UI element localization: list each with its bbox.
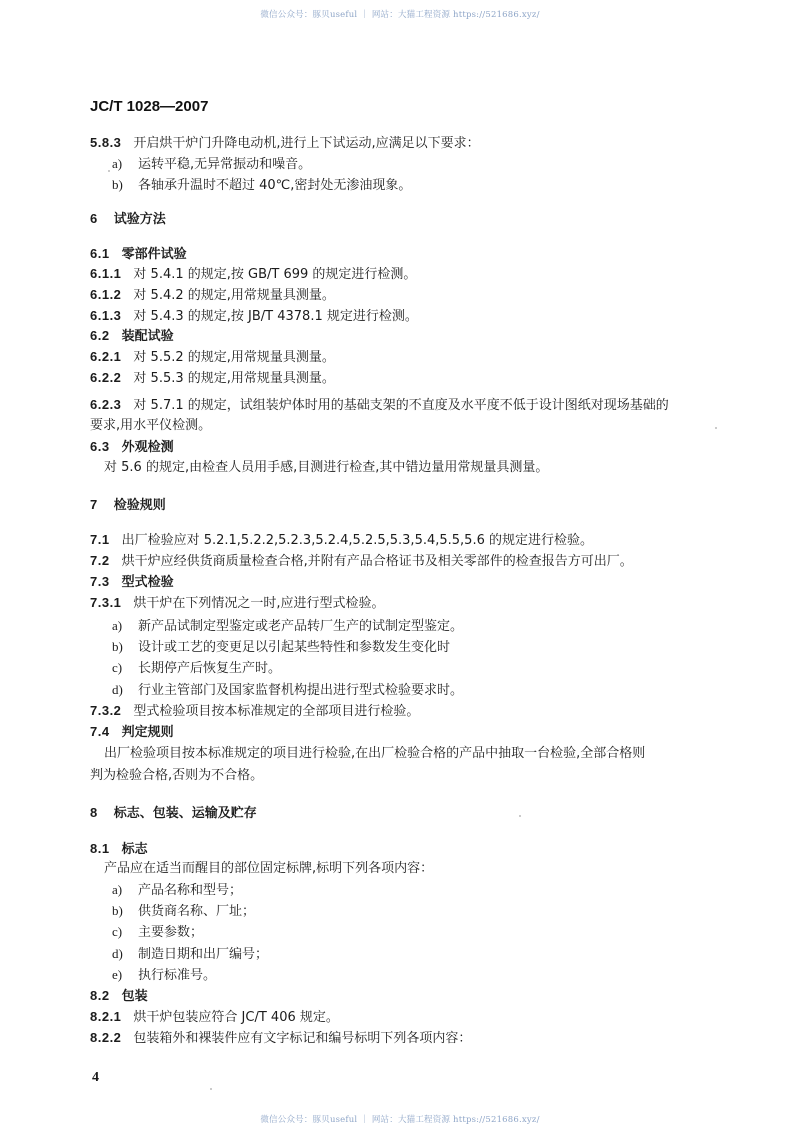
chapter-line <box>90 211 166 228</box>
clause-number: 8 <box>90 805 98 820</box>
line-text: 出厂检验项目按本标准规定的项目进行检验,在出厂检验合格的产品中抽取一台检验,全部合格则 <box>104 746 646 761</box>
clause-number: 7 <box>90 497 98 512</box>
line-text: 对 5.7.1 的规定，试组装炉体时用的基础支架的不直度及水平度不低于设计图纸对现场基础的 <box>133 398 669 413</box>
clause-line <box>90 595 385 612</box>
watermark-bottom: 微信公众号：豚贝useful ｜ 网站：大猫工程资源 https://521686.xyz/ <box>260 1115 540 1125</box>
line-text: 行业主管部门及国家监督机构提出进行型式检验要求时。 <box>138 683 464 698</box>
line-text: 主要参数； <box>138 925 204 940</box>
line-text: 运转平稳,无异常振动和噪音。 <box>138 157 312 172</box>
line-text: 新产品试制定型鉴定或老产品转厂生产的试制定型鉴定。 <box>138 619 464 634</box>
section-line <box>90 246 187 263</box>
clause-number: 6.1.3 <box>90 308 122 323</box>
clause-number: 7.4 <box>90 724 110 739</box>
line-text: 装配试验 <box>121 329 174 344</box>
section-line <box>90 328 174 345</box>
line-text: 零部件试验 <box>121 247 187 262</box>
line-text: 标志、包装、运输及贮存 <box>113 806 257 821</box>
line-text: 制造日期和出厂编号； <box>138 947 269 962</box>
clause-line <box>90 1009 339 1026</box>
clause-number: 8.2.1 <box>90 1009 122 1024</box>
line-text: 包装 <box>121 989 148 1004</box>
clause-number: 7.1 <box>90 532 110 547</box>
clause-line <box>90 349 335 366</box>
clause-line <box>90 532 593 549</box>
item-label: a) <box>112 618 123 633</box>
list-item <box>112 882 242 899</box>
section-line <box>90 724 174 741</box>
line-text: 试验方法 <box>113 212 166 227</box>
list-item <box>112 924 203 941</box>
clause-number: 6.2.1 <box>90 349 122 364</box>
item-label: c) <box>112 660 123 675</box>
clause-line <box>90 1030 471 1047</box>
item-label: b) <box>112 639 123 654</box>
clause-line <box>90 308 418 325</box>
scan-speck <box>715 427 717 429</box>
line-text: 对 5.5.2 的规定,用常规量具测量。 <box>133 350 335 365</box>
line-text: 型式检验项目按本标准规定的全部项目进行检验。 <box>133 704 420 719</box>
clause-number: 6.2.3 <box>90 397 122 412</box>
clause-number: 6 <box>90 211 98 226</box>
clause-line <box>90 703 419 720</box>
line-text: 型式检验 <box>121 575 174 590</box>
list-item <box>112 946 268 963</box>
paragraph-line <box>104 861 433 877</box>
standard-code-header: JC/T 1028—2007 <box>90 98 209 115</box>
line-text: 设计或工艺的变更足以引起某些特性和参数发生变化时 <box>138 640 451 655</box>
clause-number: 7.2 <box>90 553 110 568</box>
line-text: 产品应在适当而醒目的部位固定标牌,标明下列各项内容： <box>104 861 434 876</box>
item-label: d) <box>112 682 123 697</box>
line-text: 对 5.6 的规定,由检查人员用手感,目测进行检查,其中错边量用常规量具测量。 <box>104 460 549 475</box>
clause-number: 8.2.2 <box>90 1030 122 1045</box>
clause-line <box>90 553 633 570</box>
clause-number: 8.2 <box>90 988 110 1003</box>
page-number: 4 <box>92 1070 99 1085</box>
line-text: 各轴承升温时不超过 40℃,密封处无渗油现象。 <box>138 178 412 193</box>
line-text: 对 5.4.3 的规定,按 JB/T 4378.1 规定进行检测。 <box>133 309 418 324</box>
list-item <box>112 156 311 173</box>
clause-number: 6.1 <box>90 246 110 261</box>
clause-number: 6.1.1 <box>90 266 122 281</box>
line-text: 长期停产后恢复生产时。 <box>138 661 282 676</box>
clause-number: 7.3.1 <box>90 595 122 610</box>
line-text: 外观检测 <box>121 440 174 455</box>
continuation-line <box>90 418 211 434</box>
clause-line <box>90 266 416 283</box>
continuation-line <box>90 768 263 784</box>
line-text: 包装箱外和裸装件应有文字标记和编号标明下列各项内容： <box>133 1031 472 1046</box>
scan-speck <box>210 1088 212 1090</box>
item-label: d) <box>112 946 123 961</box>
list-item <box>112 682 463 699</box>
item-label: e) <box>112 967 123 982</box>
paragraph-line <box>104 746 645 762</box>
clause-number: 8.1 <box>90 841 110 856</box>
clause-line <box>90 287 335 304</box>
line-text: 出厂检验应对 5.2.1,5.2.2,5.2.3,5.2.4,5.2.5,5.3,5.4,5.5,5.6 的规定进行检验。 <box>121 533 593 548</box>
clause-number: 6.1.2 <box>90 287 122 302</box>
clause-number: 6.2 <box>90 328 110 343</box>
section-line <box>90 841 148 858</box>
clause-number: 6.2.2 <box>90 370 122 385</box>
line-text: 供货商名称、厂址； <box>138 904 256 919</box>
list-item <box>112 177 411 194</box>
clause-number: 5.8.3 <box>90 135 122 150</box>
watermark-top: 微信公众号：豚贝useful ｜ 网站：大猫工程资源 https://521686.xyz/ <box>260 10 540 20</box>
clause-number: 7.3.2 <box>90 703 122 718</box>
line-text: 标志 <box>121 842 148 857</box>
list-item <box>112 903 255 920</box>
line-text: 判为检验合格,否则为不合格。 <box>90 768 264 783</box>
paragraph-line <box>104 460 548 476</box>
list-item <box>112 967 216 984</box>
line-text: 检验规则 <box>113 498 166 513</box>
clause-number: 6.3 <box>90 439 110 454</box>
clause-line <box>90 135 480 152</box>
item-label: b) <box>112 903 123 918</box>
item-label: b) <box>112 177 123 192</box>
section-line <box>90 439 174 456</box>
line-text: 要求,用水平仪检测。 <box>90 418 212 433</box>
chapter-line <box>90 805 257 822</box>
list-item <box>112 618 463 635</box>
line-text: 对 5.4.1 的规定,按 GB/T 699 的规定进行检测。 <box>133 267 417 282</box>
scan-speck <box>108 170 110 172</box>
item-label: a) <box>112 156 123 171</box>
line-text: 烘干炉包装应符合 JC/T 406 规定。 <box>133 1010 339 1025</box>
item-label: a) <box>112 882 123 897</box>
section-line <box>90 574 174 591</box>
list-item <box>112 660 281 677</box>
line-text: 开启烘干炉门升降电动机,进行上下试运动,应满足以下要求： <box>133 136 480 151</box>
clause-line <box>90 397 669 414</box>
line-text: 产品名称和型号； <box>138 883 243 898</box>
chapter-line <box>90 497 166 514</box>
line-text: 执行标准号。 <box>138 968 217 983</box>
line-text: 对 5.5.3 的规定,用常规量具测量。 <box>133 371 335 386</box>
section-line <box>90 988 148 1005</box>
line-text: 对 5.4.2 的规定,用常规量具测量。 <box>133 288 335 303</box>
line-text: 烘干炉在下列情况之一时,应进行型式检验。 <box>133 596 385 611</box>
line-text: 烘干炉应经供货商质量检查合格,并附有产品合格证书及相关零部件的检查报告方可出厂。 <box>121 554 633 569</box>
clause-number: 7.3 <box>90 574 110 589</box>
clause-line <box>90 370 335 387</box>
item-label: c) <box>112 924 123 939</box>
scan-speck <box>519 815 521 817</box>
line-text: 判定规则 <box>121 725 174 740</box>
list-item <box>112 639 450 656</box>
